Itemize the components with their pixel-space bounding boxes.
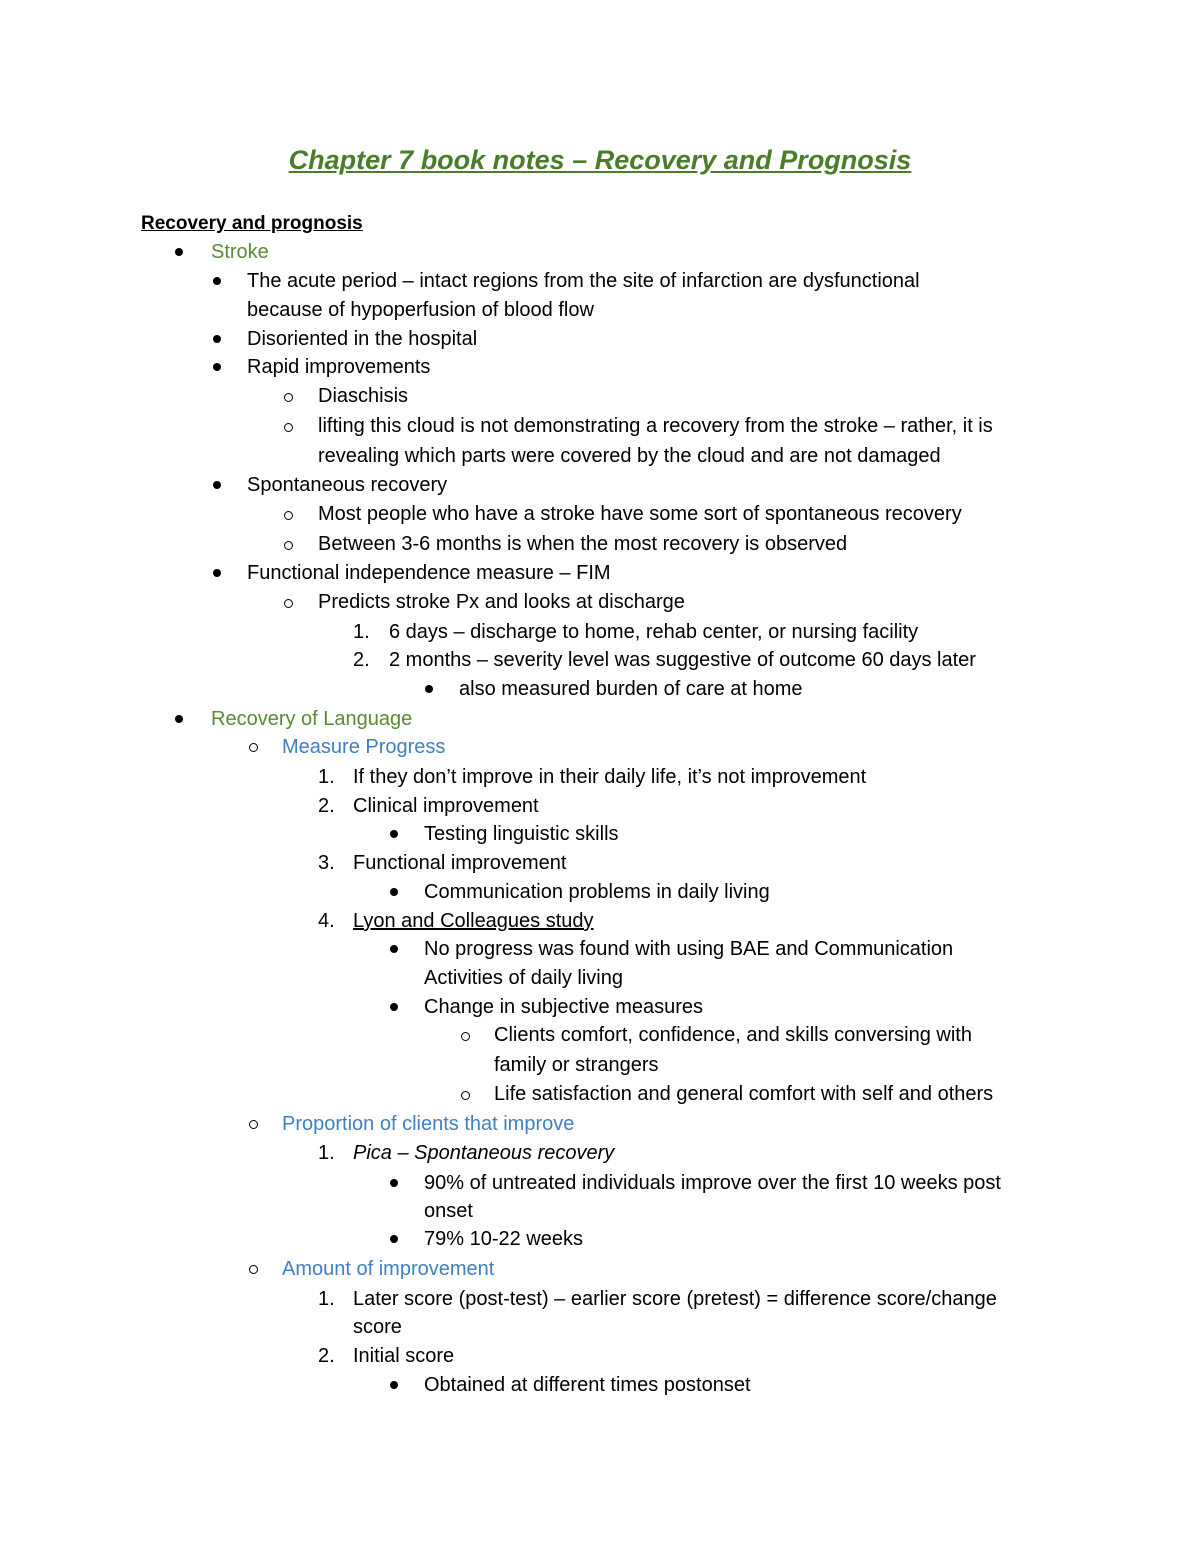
list-item-continuation: score (353, 1316, 402, 1338)
bullet-icon (213, 277, 221, 285)
list-item: Between 3-6 months is when the most recovery is observed (318, 533, 848, 555)
list-item: lifting this cloud is not demonstrating a recovery from the stroke – rather, it is (318, 415, 993, 437)
list-item: Diaschisis (318, 385, 409, 407)
list-number: 1. (318, 1288, 335, 1310)
bullet-icon (390, 830, 398, 838)
list-number: 2. (318, 1345, 335, 1367)
list-number: 1. (318, 766, 335, 788)
list-item: Change in subjective measures (424, 996, 704, 1018)
list-item: Functional improvement (353, 852, 567, 874)
bullet-icon (175, 248, 183, 256)
circle-bullet-icon (284, 541, 293, 550)
list-item: 79% 10-22 weeks (424, 1228, 583, 1250)
list-number: 2. (318, 795, 335, 817)
circle-bullet-icon (249, 1120, 258, 1129)
bullet-icon (390, 1179, 398, 1187)
bullet-icon (425, 685, 433, 693)
bullet-icon (390, 1235, 398, 1243)
list-item: Stroke (211, 241, 269, 263)
circle-bullet-icon (249, 743, 258, 752)
bullet-icon (390, 945, 398, 953)
list-item-continuation: Activities of daily living (424, 967, 623, 989)
bullet-icon (213, 481, 221, 489)
circle-bullet-icon (461, 1032, 470, 1041)
circle-bullet-icon (284, 393, 293, 402)
list-item: Rapid improvements (247, 356, 431, 378)
list-item: Later score (post-test) – earlier score (pretest) = difference score/change (353, 1288, 997, 1310)
list-item: also measured burden of care at home (459, 678, 803, 700)
list-item-continuation: family or strangers (494, 1054, 659, 1076)
list-item-continuation: revealing which parts were covered by the cloud and are not damaged (318, 445, 941, 467)
circle-bullet-icon (249, 1265, 258, 1274)
circle-bullet-icon (284, 599, 293, 608)
list-number: 2. (353, 649, 370, 671)
bullet-icon (390, 1381, 398, 1389)
list-item: 6 days – discharge to home, rehab center, or nursing facility (389, 621, 919, 643)
list-item: If they don’t improve in their daily life, it’s not improvement (353, 766, 867, 788)
list-item: 90% of untreated individuals improve over the first 10 weeks post (424, 1172, 1001, 1194)
list-item-continuation: onset (424, 1200, 473, 1222)
page-title: Chapter 7 book notes – Recovery and Prognosis (288, 145, 912, 175)
list-item: Communication problems in daily living (424, 881, 770, 903)
list-item: Pica – Spontaneous recovery (353, 1142, 615, 1164)
bullet-icon (213, 569, 221, 577)
list-item: Predicts stroke Px and looks at discharge (318, 591, 685, 613)
list-item: Clinical improvement (353, 795, 539, 817)
list-item: The acute period – intact regions from the site of infarction are dysfunctional (247, 270, 920, 292)
list-number: 1. (318, 1142, 335, 1164)
bullet-icon (213, 335, 221, 343)
list-item: Clients comfort, confidence, and skills conversing with (494, 1024, 972, 1046)
list-item: Life satisfaction and general comfort with self and others (494, 1083, 994, 1105)
list-item: Spontaneous recovery (247, 474, 448, 496)
subsection-heading: Amount of improvement (282, 1258, 495, 1280)
list-number: 1. (353, 621, 370, 643)
list-item: 2 months – severity level was suggestive of outcome 60 days later (389, 649, 976, 671)
circle-bullet-icon (461, 1091, 470, 1100)
bullet-icon (390, 888, 398, 896)
circle-bullet-icon (284, 423, 293, 432)
list-item-continuation: because of hypoperfusion of blood flow (247, 299, 594, 321)
list-item: Disoriented in the hospital (247, 328, 478, 350)
list-number: 4. (318, 910, 335, 932)
subsection-heading: Measure Progress (282, 736, 446, 758)
section-heading: Recovery and prognosis (141, 213, 363, 234)
list-item: Functional independence measure – FIM (247, 562, 611, 584)
list-item: Testing linguistic skills (424, 823, 619, 845)
list-item: Recovery of Language (211, 708, 413, 730)
list-item: Most people who have a stroke have some sort of spontaneous recovery (318, 503, 962, 525)
bullet-icon (175, 715, 183, 723)
list-item: Lyon and Colleagues study (353, 910, 594, 932)
list-item: Initial score (353, 1345, 455, 1367)
list-number: 3. (318, 852, 335, 874)
list-item: Obtained at different times postonset (424, 1374, 751, 1396)
circle-bullet-icon (284, 511, 293, 520)
bullet-icon (213, 363, 221, 371)
bullet-icon (390, 1003, 398, 1011)
subsection-heading: Proportion of clients that improve (282, 1113, 575, 1135)
list-item: No progress was found with using BAE and Communication (424, 938, 954, 960)
